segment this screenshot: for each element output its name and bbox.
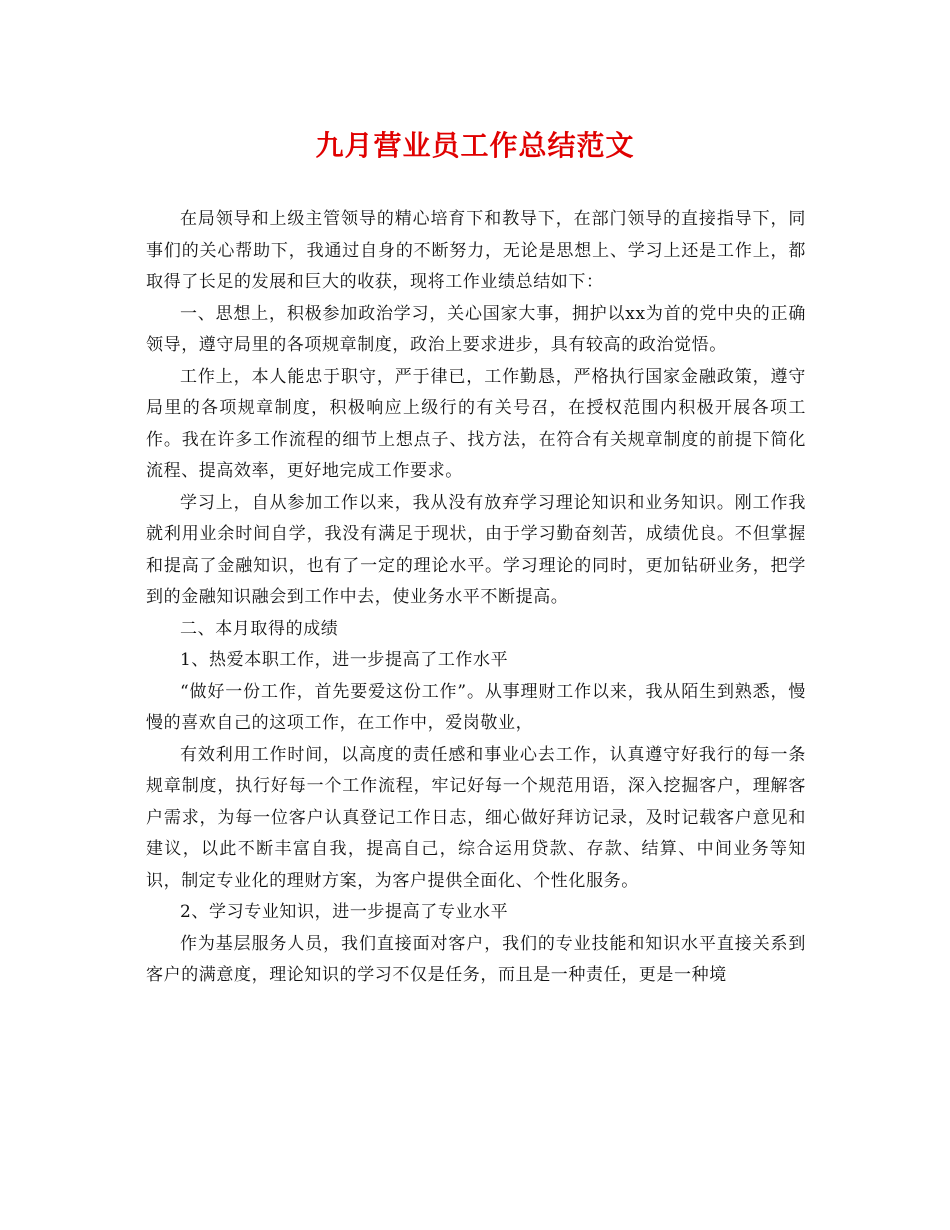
- paragraph-ideology: 一、思想上，积极参加政治学习，关心国家大事，拥护以xx为首的党中央的正确领导，遵守局里的各项规章制度，政治上要求进步，具有较高的政治觉悟。: [146, 303, 806, 355]
- document-title: 九月营业员工作总结范文: [315, 129, 635, 162]
- paragraph-study: 学习上，自从参加工作以来，我从没有放弃学习理论知识和业务知识。刚工作我就利用业余时间自学，我没有满足于现状，由于学习勤奋刻苦，成绩优良。不但掌握和提高了金融知识，也有了一定的理论水平。学习理论的同时，更加钻研业务，把学到的金融知识融会到工作中去，使业务水平不断提高。: [146, 492, 806, 607]
- subheading-professional-knowledge: 2、学习专业知识，进一步提高了专业水平: [180, 902, 509, 922]
- paragraph-love-work: “做好一份工作，首先要爱这份工作”。从事理财工作以来，我从陌生到熟悉，慢慢的喜欢自己的这项工作，在工作中，爱岗敬业，: [146, 681, 806, 733]
- subheading-love-work: 1、热爱本职工作，进一步提高了工作水平: [180, 650, 509, 670]
- paragraph-intro: 在局领导和上级主管领导的精心培育下和教导下，在部门领导的直接指导下，同事们的关心帮助下，我通过自身的不断努力，无论是思想上、学习上还是工作上，都取得了长足的发展和巨大的收获，现将工作业绩总结如下：: [146, 209, 806, 292]
- paragraph-efficient-work: 有效利用工作时间，以高度的责任感和事业心去工作，认真遵守好我行的每一条规章制度，执行好每一个工作流程，牢记好每一个规范用语，深入挖掘客户，理解客户需求，为每一位客户认真登记工作日志，细心做好拜访记录，及时记载客户意见和建议，以此不断丰富自我，提高自己，综合运用贷款、存款、结算、中间业务等知识，制定专业化的理财方案，为客户提供全面化、个性化服务。: [146, 744, 806, 891]
- section-heading-achievements: 二、本月取得的成绩: [180, 618, 339, 639]
- paragraph-professional-knowledge: 作为基层服务人员，我们直接面对客户，我们的专业技能和知识水平直接关系到客户的满意度，理论知识的学习不仅是任务，而且是一种责任，更是一种境: [146, 933, 806, 985]
- document-body: [146, 204, 806, 992]
- paragraph-work: 工作上，本人能忠于职守，严于律已，工作勤恳，严格执行国家金融政策，遵守局里的各项规章制度，积极响应上级行的有关号召，在授权范围内积极开展各项工作。我在许多工作流程的细节上想点子、找方法，在符合有关规章制度的前提下简化流程、提高效率，更好地完成工作要求。: [146, 366, 806, 481]
